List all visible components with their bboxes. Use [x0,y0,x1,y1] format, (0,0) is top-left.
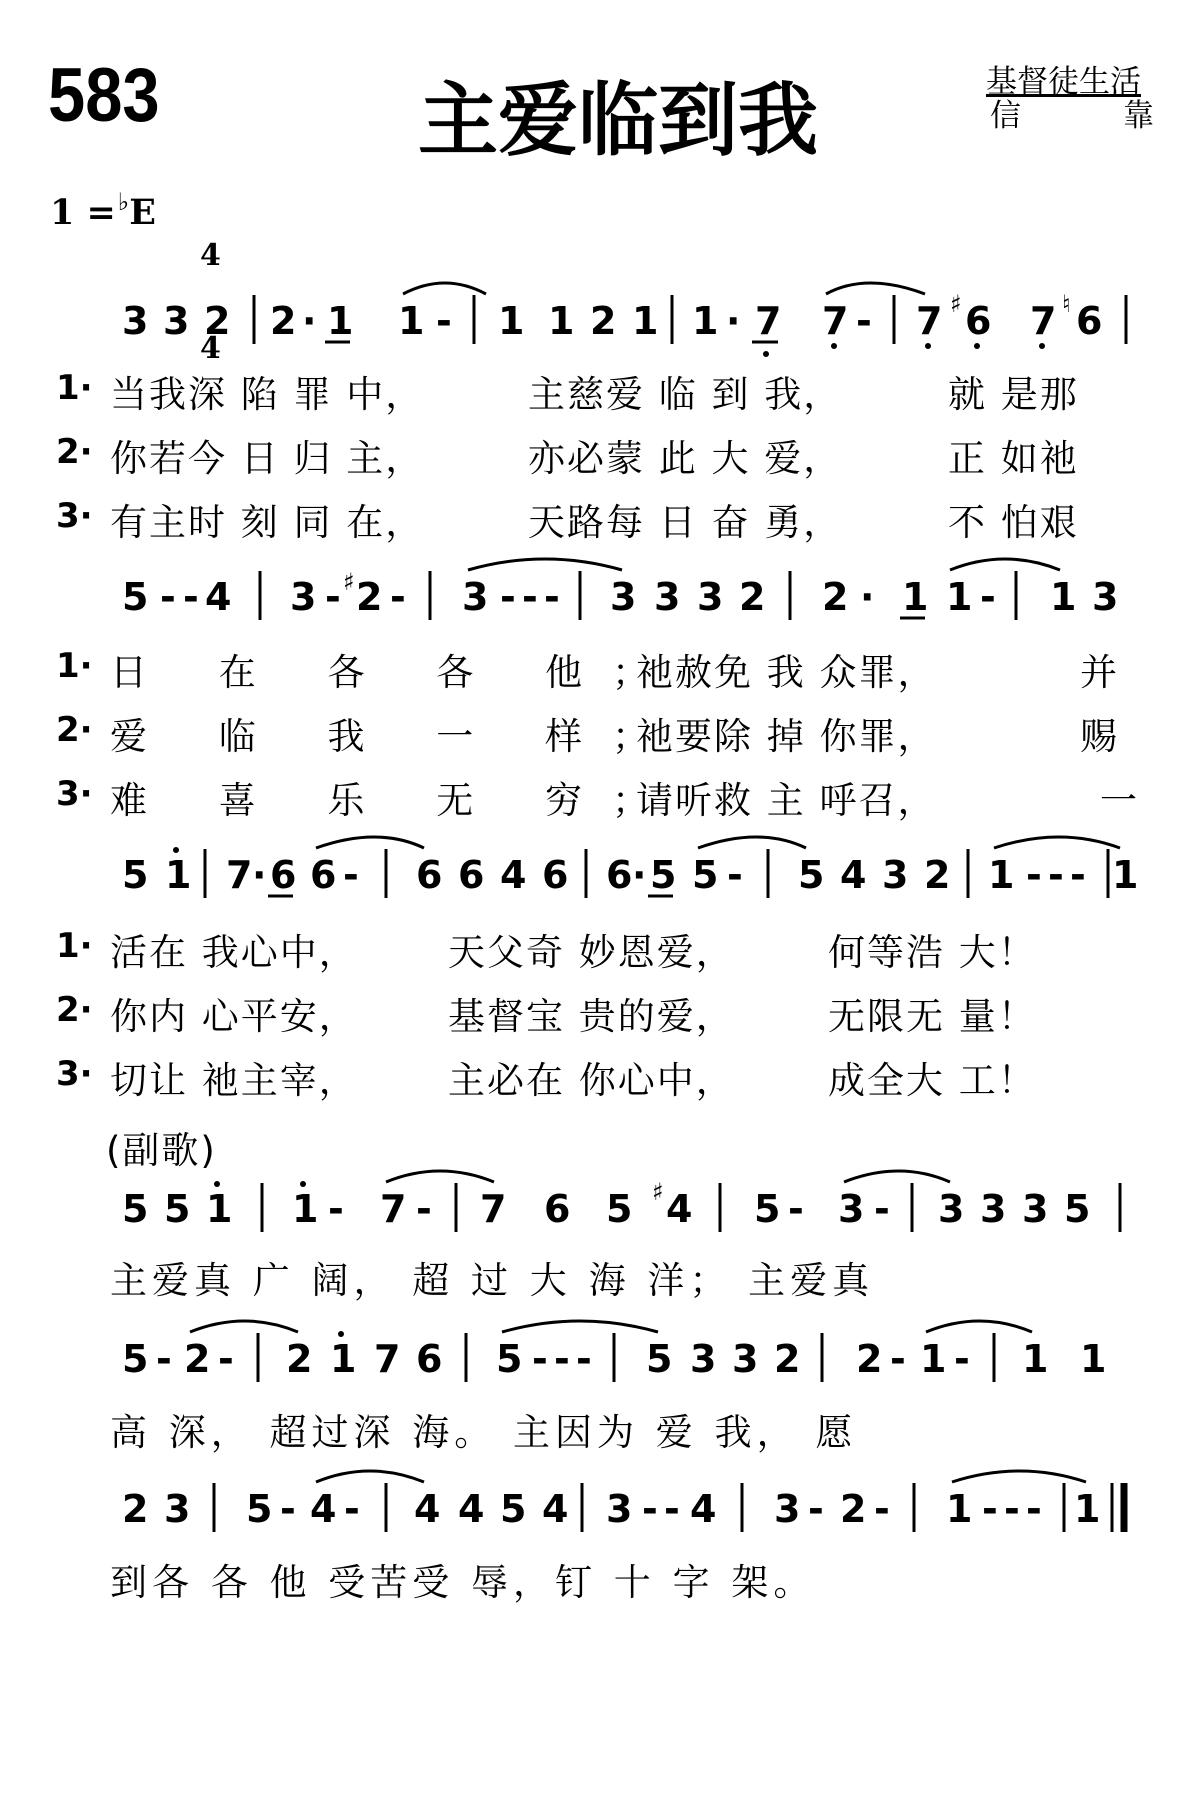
verse-label: 1· [56,646,93,686]
lyric-line: 天路每 日 奋 勇， [528,501,843,544]
note: 5 [798,853,825,897]
dash: - [183,575,199,619]
lyric-line: 祂要除 掉 你罪， [636,715,937,758]
dash: - [343,853,359,897]
chorus-3-notes [122,1471,1124,1532]
dash: - [576,1337,592,1381]
note: 3 [882,853,909,897]
note: 4 [500,853,527,897]
note: 7 [916,299,943,343]
note: 1 [1112,853,1139,897]
note: 5 [650,853,677,897]
note: 3 [838,1187,865,1231]
note: 2 [840,1487,867,1531]
note: 5 [122,1187,149,1231]
note: 3 [774,1487,801,1531]
upper-dot [300,1181,306,1187]
note: 3 [163,299,190,343]
lyric-line: 不 怕艰 [948,501,1079,544]
dash: - [788,1187,804,1231]
dash: - [160,575,176,619]
note: 1 [1074,1487,1101,1531]
note: 6 [416,1337,443,1381]
note: 1 [920,1337,947,1381]
tie [316,1471,424,1482]
note: 6 [544,1187,571,1231]
note: 4 [840,853,867,897]
dash: - [664,1487,680,1531]
dot: · [302,299,317,343]
upper-dot [338,1331,344,1337]
note: 1 [548,299,575,343]
note: 1 [165,853,192,897]
lower-dot [925,343,931,349]
verse-label: 1· [56,926,93,966]
key-note: E [129,192,156,233]
note: 1 [902,575,929,619]
tie [502,1321,658,1332]
note: 2 [122,1487,149,1531]
note: 3 [732,1337,759,1381]
dash: - [522,575,538,619]
dash: - [344,1487,360,1531]
lyric-line: 你内 心平安， [110,995,358,1038]
note: 5 [1064,1187,1091,1231]
note: 2 [739,575,766,619]
lyric-line: 你若今 日 归 主， [110,437,425,480]
dash: - [280,1487,296,1531]
note: 3 [290,575,317,619]
note: 4 [205,575,232,619]
source-label: 基督徒生活 [986,64,1141,100]
note: 1 [498,299,525,343]
dash: - [982,1487,998,1531]
lyric-line: 主必在 你心中， [448,1059,735,1102]
chorus-2-notes [122,1321,1106,1382]
hymn-number: 583 [48,53,160,138]
note: 1 [327,299,354,343]
dash: - [856,299,872,343]
note: 6 [1076,299,1103,343]
dash: - [1004,1487,1020,1531]
note: 6 [965,299,992,343]
chorus-lyric: 高 深， 超过深 海。 主因为 爱 我， 愿 [110,1411,858,1454]
note: 3 [697,575,724,619]
lyric-line: 当我深 陷 罪 中， [110,373,425,416]
note: 6 [416,853,443,897]
note: 7 [480,1187,507,1231]
tie [994,837,1120,848]
dash: - [954,1337,970,1381]
note: 7 [374,1337,401,1381]
note: 1 [632,299,659,343]
lyric-line: 无限无 量！ [828,995,1037,1038]
dash: - [980,575,996,619]
natural: ♮ [1062,290,1071,318]
note: 2 [822,575,849,619]
note: 7 [380,1187,407,1231]
sharp: ♯ [950,290,962,318]
author-char-1: 信 [990,98,1021,134]
system-1-notes [122,283,1126,357]
dash: - [874,1487,890,1531]
dot: · [860,575,875,619]
note: 3 [690,1337,717,1381]
note: 1 [988,853,1015,897]
hymn-title: 主爱临到我 [418,74,818,167]
note: 4 [310,1487,337,1531]
note: 3 [610,575,637,619]
note: 3 [980,1187,1007,1231]
lower-dot [1039,343,1045,349]
tie [386,1171,494,1182]
dash: - [642,1487,658,1531]
note: 7 [1030,299,1057,343]
note: 4 [690,1487,717,1531]
flat-accidental: ♭ [117,187,130,216]
key-prefix: 1 = [50,192,116,233]
author-char-2: 靠 [1123,98,1154,134]
note: 1 [1080,1337,1107,1381]
note: 5 [606,1187,633,1231]
dash: - [874,1187,890,1231]
note: 5 [122,853,149,897]
dash: - [890,1337,906,1381]
dash: - [325,575,341,619]
note: 6 [458,853,485,897]
note: 1 [330,1337,357,1381]
time-bottom: 4 [200,331,221,366]
tie [844,1171,950,1182]
verse-label: 3· [56,774,93,814]
note: 6 [270,853,297,897]
verse-label: 3· [56,1054,93,1094]
sharp: ♯ [652,1178,664,1206]
note: 5 [692,853,719,897]
lyric-line: 爱 临 我 一 样； [110,715,680,758]
tie [926,1321,1032,1332]
note: 3 [654,575,681,619]
dot: · [252,853,267,897]
dot: · [632,853,647,897]
dash: - [1026,1487,1042,1531]
lyric-line: 日 在 各 各 他； [110,651,680,694]
note: 2 [856,1337,883,1381]
dash: - [808,1487,824,1531]
note: 5 [500,1487,527,1531]
dash: - [500,575,516,619]
chorus-label: (副歌) [106,1129,217,1172]
note: 5 [646,1337,673,1381]
lyric-line: 请听救 主 呼召， [636,779,937,822]
lower-dot [831,343,837,349]
note: 1 [398,299,425,343]
lyric-line: 祂赦免 我 众罪， [636,651,937,694]
note: 3 [1092,575,1119,619]
note: 4 [458,1487,485,1531]
lyric-line: 就 是那 [948,373,1079,416]
chorus-lyric: 主爱真 广 阔， 超 过 大 海 洋； 主爱真 [110,1259,875,1302]
note: 6 [310,853,337,897]
tie [190,1321,298,1332]
lyric-line: 基督宝 贵的爱， [448,995,735,1038]
dash: - [554,1337,570,1381]
lyric-line: 亦必蒙 此 大 爱， [528,437,843,480]
note: 1 [946,1487,973,1531]
tie [826,283,925,294]
dash: - [436,299,452,343]
dash: - [1026,853,1042,897]
sharp: ♯ [343,568,355,596]
lyric-line: 成全大 工！ [828,1059,1037,1102]
note: 2 [184,1337,211,1381]
upper-dot [173,847,179,853]
note: 7 [226,853,253,897]
dot: · [726,299,741,343]
lower-dot [763,351,769,357]
note: 5 [122,1337,149,1381]
tie [403,283,486,294]
note: 4 [414,1487,441,1531]
note: 2 [356,575,383,619]
dash: - [1070,853,1086,897]
note: 2 [286,1337,313,1381]
tie [468,559,622,570]
note: 3 [1022,1187,1049,1231]
dash: - [328,1187,344,1231]
note: 2 [774,1337,801,1381]
lyric-line: 何等浩 大！ [828,931,1037,974]
note: 1 [1050,575,1077,619]
note: 4 [666,1187,693,1231]
note: 2 [590,299,617,343]
note: 3 [462,575,489,619]
verse-label: 2· [56,710,93,750]
note: 4 [542,1487,569,1531]
lyric-line: 天父奇 妙恩爱， [448,931,735,974]
note: 5 [754,1187,781,1231]
chorus-lyric: 到各 各 他 受苦受 辱，钉 十 字 架。 [110,1561,816,1604]
lyric-line: 活在 我心中， [110,931,358,974]
note: 7 [822,299,849,343]
dash: - [1048,853,1064,897]
system-2-notes [122,559,1118,620]
dash: - [218,1337,234,1381]
tie [952,1471,1086,1482]
note: 1 [1022,1337,1049,1381]
note: 2 [204,299,231,343]
upper-dot [214,1181,220,1187]
lyric-line: 有主时 刻 同 在， [110,501,425,544]
note: 3 [606,1487,633,1531]
dash: - [416,1187,432,1231]
lyric-line: 赐 [1080,715,1119,758]
chorus-1-notes [122,1171,1120,1232]
lyric-line: 并 [1080,651,1119,694]
time-top: 4 [200,238,221,273]
note: 1 [292,1187,319,1231]
note: 2 [924,853,951,897]
note: 3 [122,299,149,343]
lower-dot [974,343,980,349]
dash: - [532,1337,548,1381]
tie [316,837,424,848]
note: 7 [755,299,782,343]
note: 5 [164,1187,191,1231]
note: 1 [946,575,973,619]
lyric-line: 主慈爱 临 到 我， [528,373,843,416]
verse-label: 3· [56,496,93,536]
lyric-line: 一 [1100,779,1139,822]
verse-label: 2· [56,990,93,1030]
lyric-line: 切让 祂主宰， [110,1059,358,1102]
note: 5 [246,1487,273,1531]
verse-label: 2· [56,432,93,472]
lyric-line: 难 喜 乐 无 穷； [110,779,680,822]
note: 6 [606,853,633,897]
note: 2 [270,299,297,343]
dash: - [727,853,743,897]
note: 5 [122,575,149,619]
note: 1 [206,1187,233,1231]
lyric-line: 正 如祂 [948,437,1079,480]
note: 1 [692,299,719,343]
note: 6 [542,853,569,897]
note: 3 [938,1187,965,1231]
note: 3 [164,1487,191,1531]
tie [698,837,806,848]
dash: - [544,575,560,619]
note: 5 [496,1337,523,1381]
dash: - [390,575,406,619]
verse-label: 1· [56,368,93,408]
tie [950,559,1060,570]
dash: - [156,1337,172,1381]
system-3-notes [122,837,1138,898]
